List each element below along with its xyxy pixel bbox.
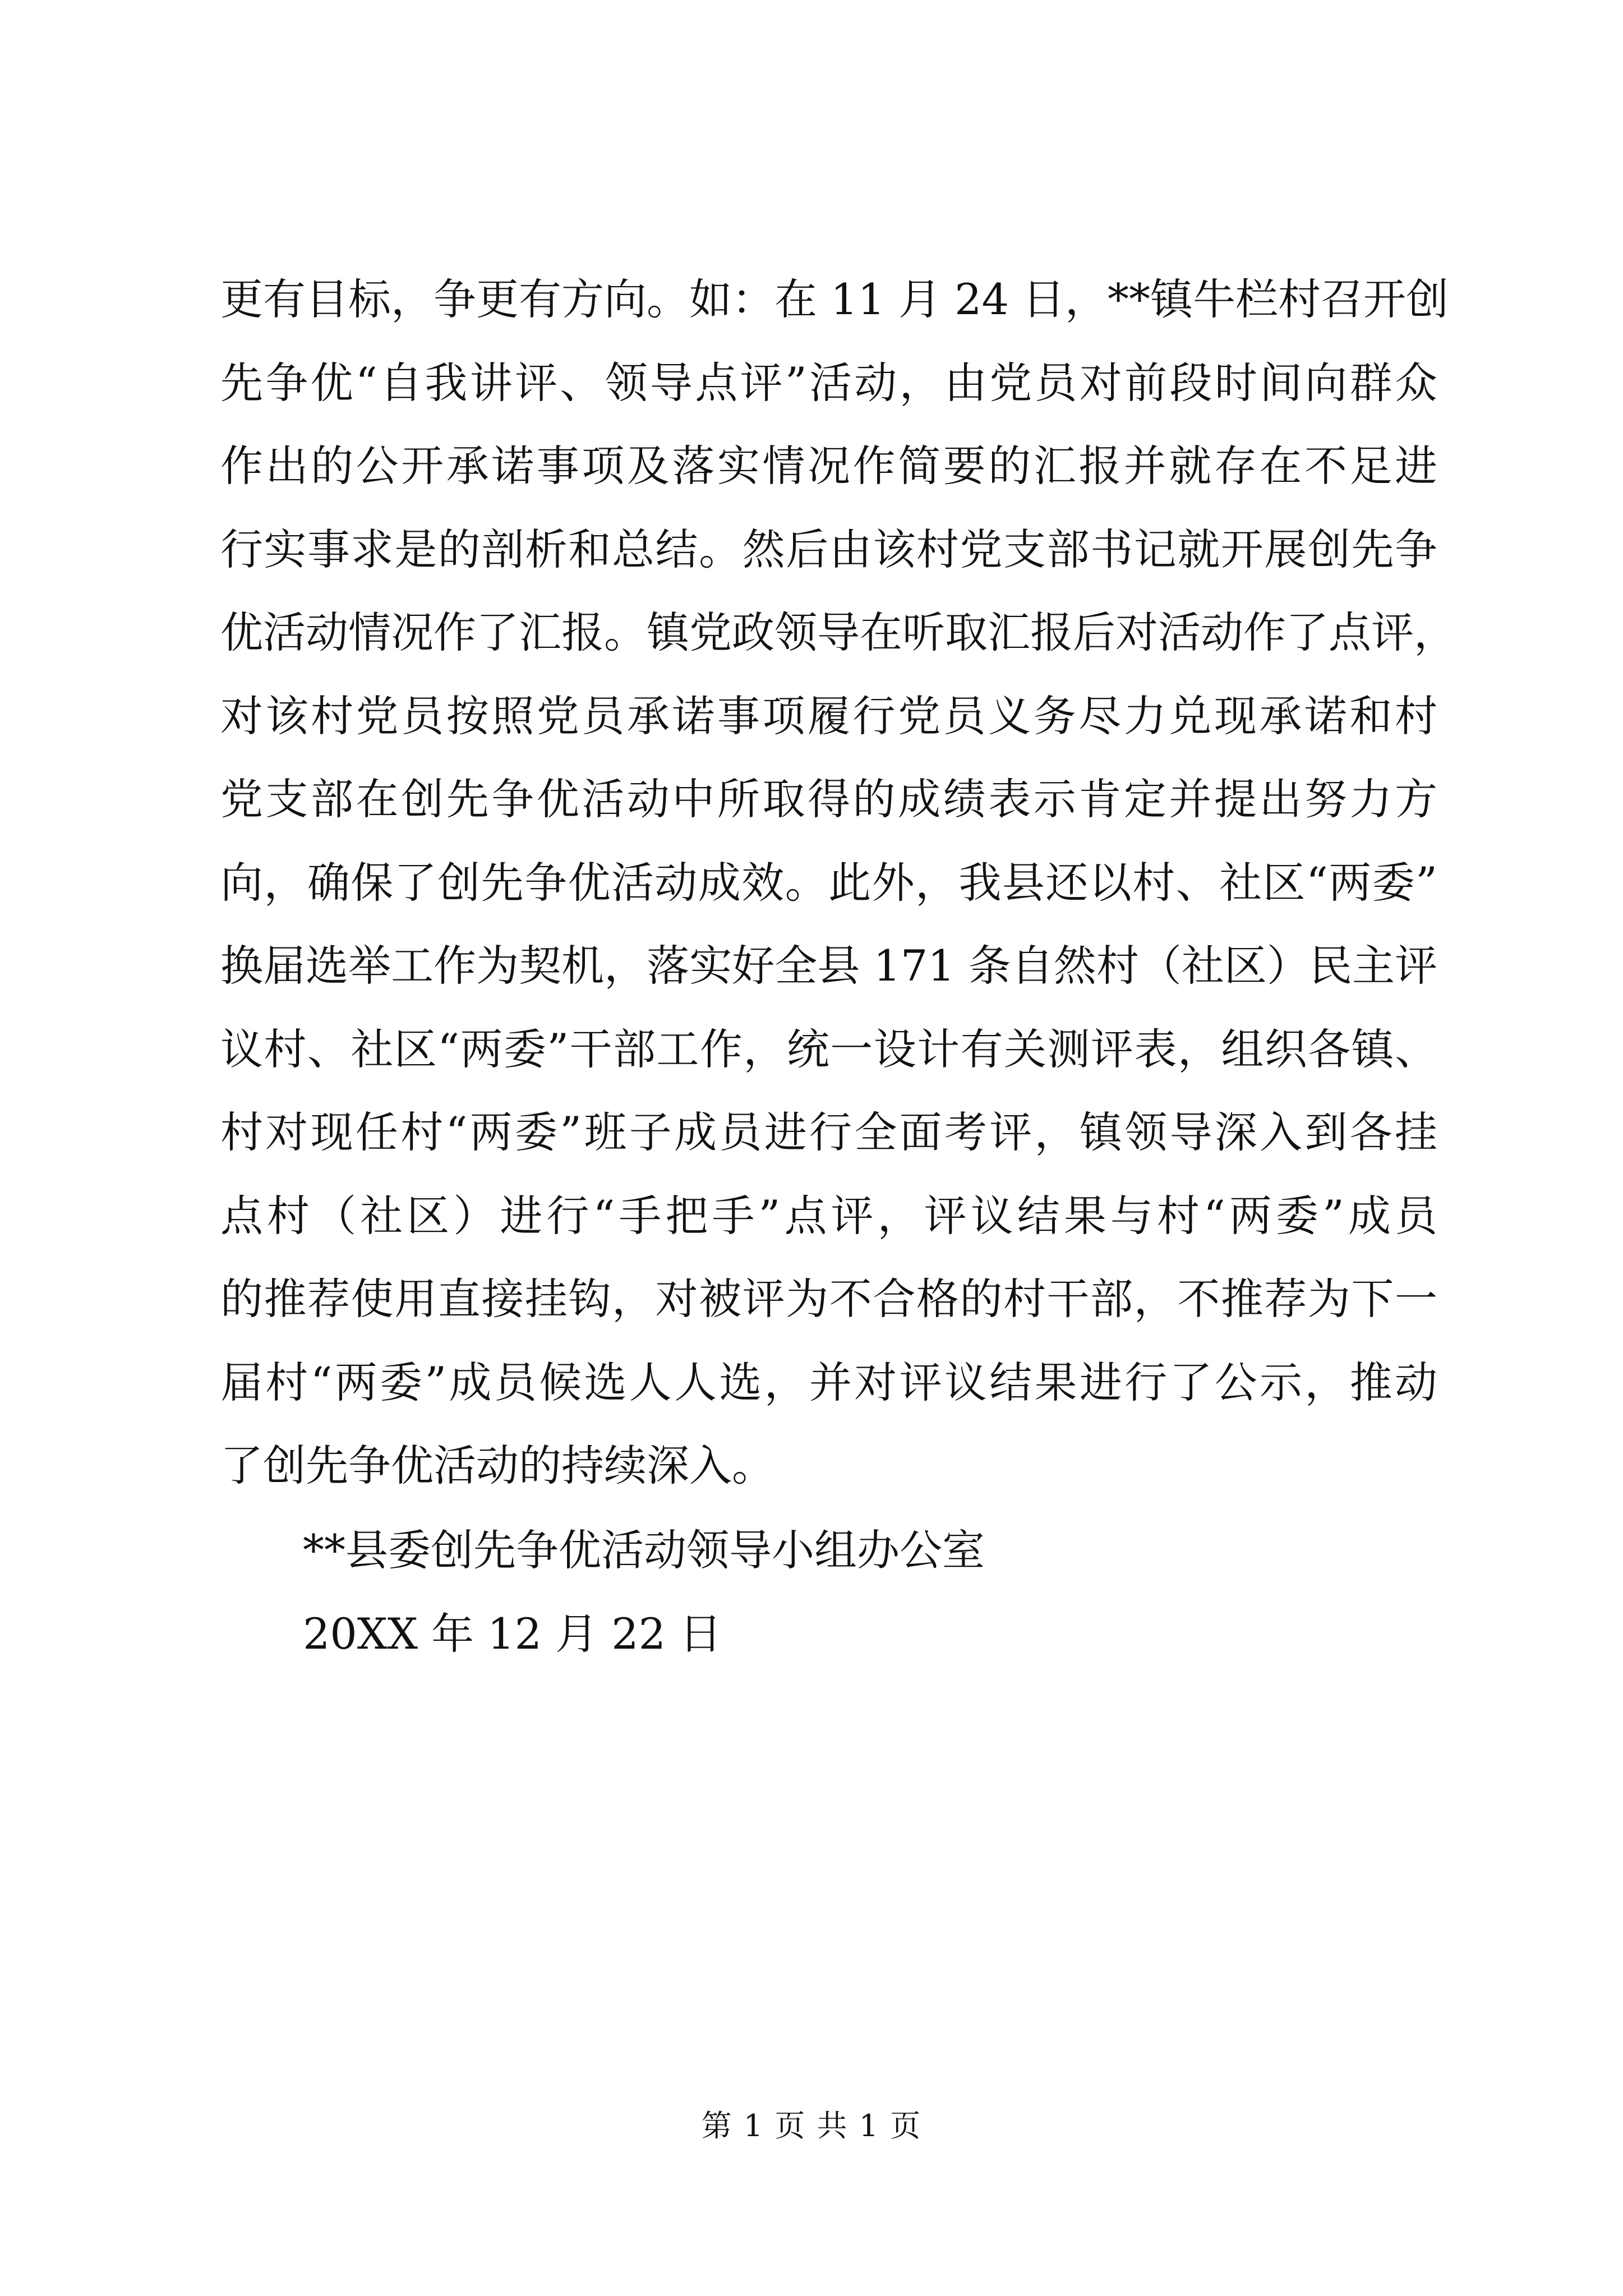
paragraph-line: 对该村党员按照党员承诺事项履行党员义务尽力兑现承诺和村 [220, 691, 1437, 741]
body-paragraph [220, 258, 1456, 1508]
page-footer [0, 2106, 1623, 2146]
paragraph-line: 议村、社区“两委”干部工作，统一设计有关测评表，组织各镇、 [220, 1024, 1437, 1074]
paragraph-line: 村对现任村“两委”班子成员进行全面考评，镇领导深入到各挂 [220, 1107, 1437, 1157]
paragraph-line: 换届选举工作为契机，落实好全县 171 条自然村（社区）民主评 [220, 941, 1437, 991]
paragraph-line: 点村（社区）进行“手把手”点评，评议结果与村“两委”成员 [220, 1190, 1437, 1241]
paragraph-line: 作出的公开承诺事项及落实情况作简要的汇报并就存在不足进 [220, 441, 1437, 491]
paragraph-line: 更有目标，争更有方向。如：在 11 月 24 日，**镇牛栏村召开创 [220, 274, 1449, 324]
paragraph-line: 党支部在创先争优活动中所取得的成绩表示肯定并提出努力方 [220, 774, 1437, 824]
paragraph-line: 了创先争优活动的持续深入。 [220, 1441, 774, 1490]
signature-block [303, 1509, 985, 1676]
page-number: 第 1 页 共 1 页 [701, 2108, 922, 2143]
signature-date: 20XX 年 12 月 22 日 [303, 1608, 722, 1659]
paragraph-line: 向，确保了创先争优活动成效。此外，我县还以村、社区“两委” [220, 857, 1437, 908]
paragraph-line: 先争优“自我讲评、领导点评”活动，由党员对前段时间向群众 [220, 357, 1437, 408]
paragraph-line: 优活动情况作了汇报。镇党政领导在听取汇报后对活动作了点评， [220, 608, 1456, 657]
paragraph-line: 届村“两委”成员候选人人选，并对评议结果进行了公示，推动 [220, 1357, 1437, 1407]
signature-org: **县委创先争优活动领导小组办公室 [303, 1525, 985, 1575]
paragraph-line: 的推荐使用直接挂钩，对被评为不合格的村干部，不推荐为下一 [220, 1274, 1437, 1324]
paragraph-line: 行实事求是的剖析和总结。然后由该村党支部书记就开展创先争 [220, 524, 1437, 574]
